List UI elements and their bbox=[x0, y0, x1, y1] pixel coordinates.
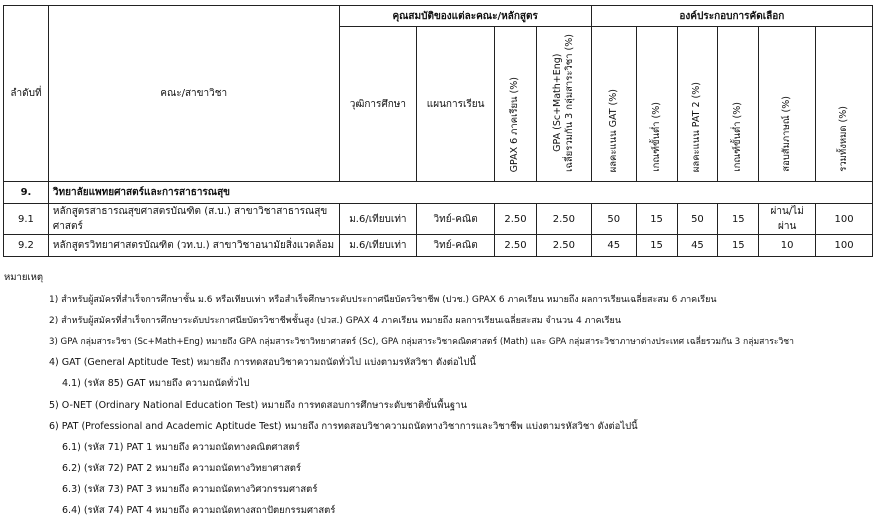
col-header-pat2-min: เกณฑ์ขั้นต่ำ (%) bbox=[718, 27, 759, 182]
row-education: ม.6/เทียบเท่า bbox=[339, 204, 417, 235]
row-interview: 10 bbox=[759, 235, 816, 257]
row-program: หลักสูตรวิทยาศาสตรบัณฑิต (วท.บ.) สาขาวิชาอนามัยสิ่งแวดล้อม bbox=[48, 235, 339, 257]
section-name: วิทยาลัยแพทยศาสตร์และการสาธารณสุข bbox=[48, 182, 872, 204]
col-header-faculty: คณะ/สาขาวิชา bbox=[48, 6, 339, 182]
col-header-gpax: GPAX 6 ภาคเรียน (%) bbox=[495, 27, 537, 182]
row-no: 9.2 bbox=[4, 235, 49, 257]
note-item: 2) สำหรับผู้สมัครที่สำเร็จการศึกษาระดับประกาศนียบัตรวิชาชีพชั้นสูง (ปวส.) GPAX 4 ภาคเรียน หมายถึง ผลการเรียนเฉลี่ยสะสม จำนวน 4 ภาคเรียน bbox=[49, 316, 621, 326]
row-pat2: 45 bbox=[677, 235, 718, 257]
row-plan: วิทย์-คณิต bbox=[417, 235, 495, 257]
row-pat2-min: 15 bbox=[718, 235, 759, 257]
col-header-gat: ผลคะแนน GAT (%) bbox=[591, 27, 636, 182]
col-header-no: ลำดับที่ bbox=[4, 6, 49, 182]
row-gat-min: 15 bbox=[636, 235, 677, 257]
row-gpa: 2.50 bbox=[536, 204, 591, 235]
col-header-gat-min: เกณฑ์ขั้นต่ำ (%) bbox=[636, 27, 677, 182]
row-total: 100 bbox=[816, 204, 873, 235]
row-gat-min: 15 bbox=[636, 204, 677, 235]
note-item: 6.4) (รหัส 74) PAT 4 หมายถึง ความถนัดทางสถาปัตยกรรมศาสตร์ bbox=[62, 505, 336, 516]
group-header-selection: องค์ประกอบการคัดเลือก bbox=[591, 6, 872, 27]
row-pat2-min: 15 bbox=[718, 204, 759, 235]
row-total: 100 bbox=[816, 235, 873, 257]
row-no: 9.1 bbox=[4, 204, 49, 235]
group-header-qualifications: คุณสมบัติของแต่ละคณะ/หลักสูตร bbox=[339, 6, 591, 27]
col-header-plan: แผนการเรียน bbox=[417, 27, 495, 182]
table-row bbox=[4, 235, 873, 257]
note-item: 6) PAT (Professional and Academic Aptitude Test) หมายถึง การทดสอบวิชาความถนัดทางวิชาการและวิชาชีพ แบ่งตามรหัสวิชา ดังต่อไปนี้ bbox=[49, 421, 638, 432]
row-gat: 45 bbox=[591, 235, 636, 257]
col-header-total: รวมทั้งหมด (%) bbox=[816, 27, 873, 182]
row-gat: 50 bbox=[591, 204, 636, 235]
col-header-interview: สอบสัมภาษณ์ (%) bbox=[759, 27, 816, 182]
note-item: 6.3) (รหัส 73) PAT 3 หมายถึง ความถนัดทางวิศวกรรมศาสตร์ bbox=[62, 484, 318, 495]
section-no: 9. bbox=[4, 182, 49, 204]
row-plan: วิทย์-คณิต bbox=[417, 204, 495, 235]
section-row bbox=[4, 182, 873, 204]
note-item: 5) O-NET (Ordinary National Education Test) หมายถึง การทดสอบการศึกษาระดับชาติขั้นพื้นฐาน bbox=[49, 400, 467, 411]
row-interview: ผ่าน/ไม่ผ่าน bbox=[759, 204, 816, 235]
row-gpax: 2.50 bbox=[495, 204, 537, 235]
note-item: 6.2) (รหัส 72) PAT 2 หมายถึง ความถนัดทางวิทยาศาสตร์ bbox=[62, 463, 302, 474]
note-item: 4.1) (รหัส 85) GAT หมายถึง ความถนัดทั่วไป bbox=[62, 378, 250, 389]
table-row bbox=[4, 204, 873, 235]
col-header-pat2: ผลคะแนน PAT 2 (%) bbox=[677, 27, 718, 182]
note-item: 1) สำหรับผู้สมัครที่สำเร็จการศึกษาชั้น ม.6 หรือเทียบเท่า หรือสำเร็จศึกษาระดับประกาศนียบัตรวิชาชีพ (ปวช.) GPAX 6 ภาคเรียน หมายถึง ผลการเรียนเฉลี่ยสะสม 6 ภาคเรียน bbox=[49, 295, 717, 305]
row-pat2: 50 bbox=[677, 204, 718, 235]
row-program: หลักสูตรสาธารณสุขศาสตรบัณฑิต (ส.บ.) สาขาวิชาสาธารณสุขศาสตร์ bbox=[48, 204, 339, 235]
row-education: ม.6/เทียบเท่า bbox=[339, 235, 417, 257]
note-item: 4) GAT (General Aptitude Test) หมายถึง การทดสอบวิชาความถนัดทั่วไป แบ่งตามรหัสวิชา ดังต่อไปนี้ bbox=[49, 357, 476, 368]
col-header-gpa: GPA (Sc+Math+Eng) เฉลี่ยรวมกัน 3 กลุ่มสาระวิชา (%) bbox=[536, 27, 591, 182]
row-gpa: 2.50 bbox=[536, 235, 591, 257]
note-item: 3) GPA กลุ่มสาระวิชา (Sc+Math+Eng) หมายถึง GPA กลุ่มสาระวิชาวิทยาศาสตร์ (Sc), GPA กลุ่มสาระวิชาคณิตศาสตร์ (Math) และ GPA กลุ่มสาระวิชาภาษาต่างประเทศ เฉลี่ยรวมกัน 3 กลุ่มสาระวิชา bbox=[49, 337, 794, 347]
notes-title: หมายเหตุ bbox=[4, 272, 44, 283]
row-gpax: 2.50 bbox=[495, 235, 537, 257]
note-item: 6.1) (รหัส 71) PAT 1 หมายถึง ความถนัดทางคณิตศาสตร์ bbox=[62, 442, 300, 453]
col-header-education: วุฒิการศึกษา bbox=[339, 27, 417, 182]
admission-table bbox=[3, 5, 873, 257]
